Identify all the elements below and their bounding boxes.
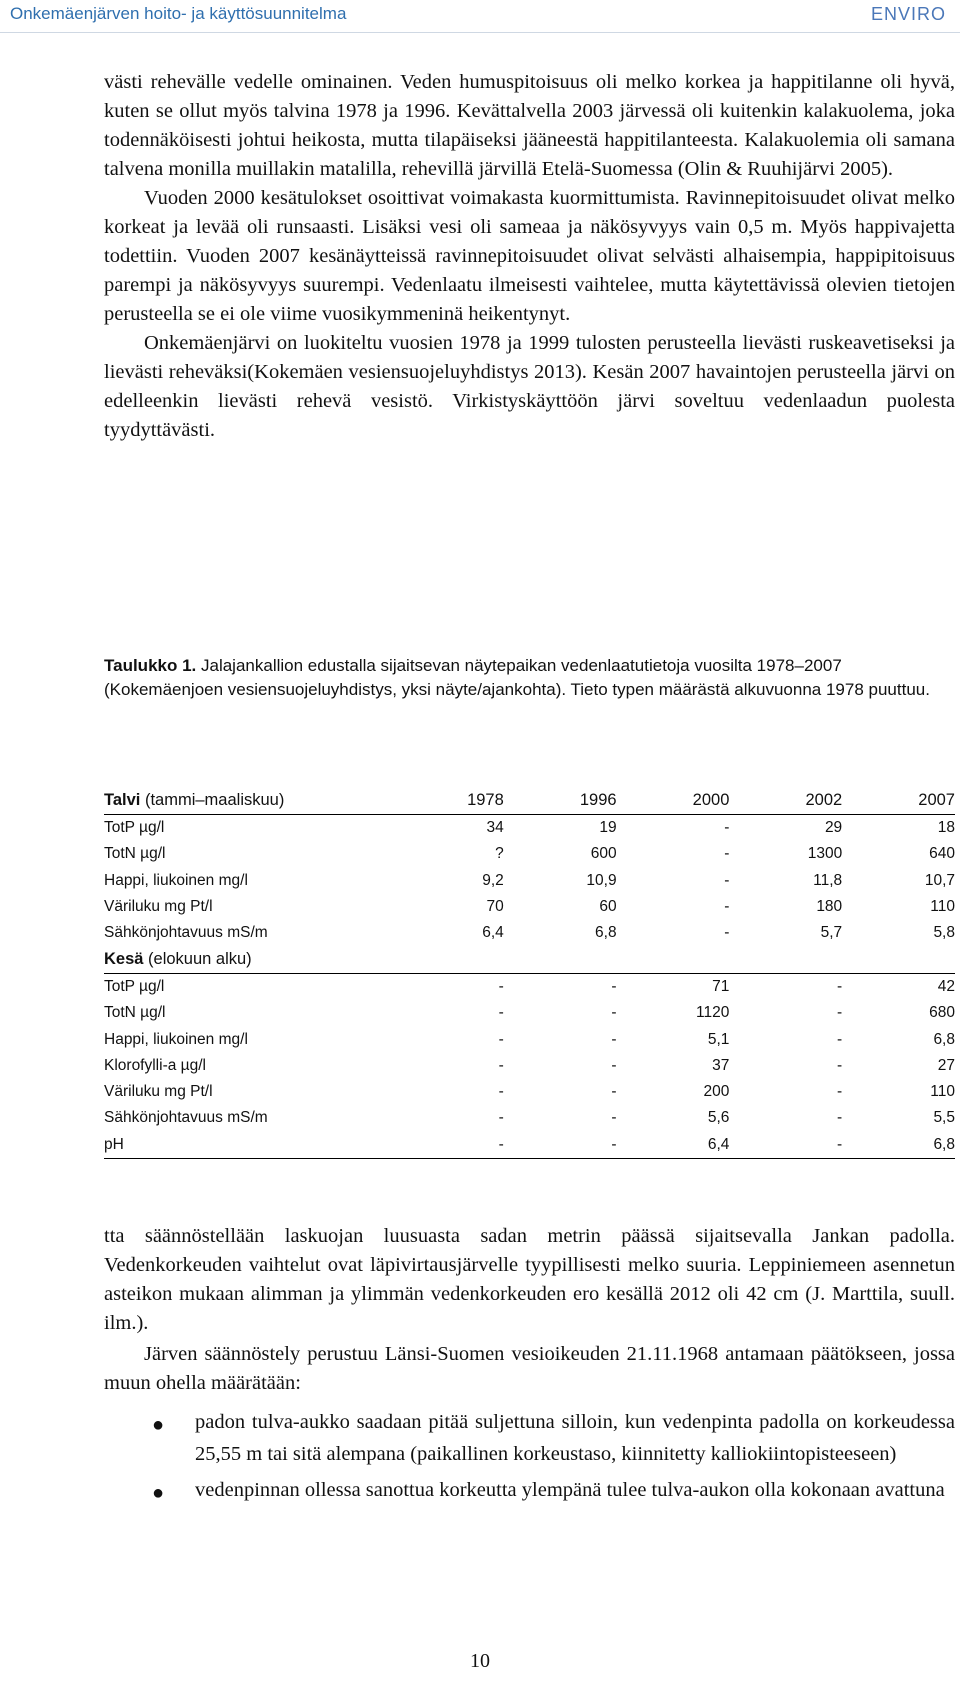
table-cell: - [724,924,730,942]
table-cell: 10,9 [586,871,617,889]
row-label: Klorofylli-a µg/l [104,1056,206,1074]
page-number: 10 [470,1650,490,1672]
row-label: Happi, liukoinen mg/l [104,871,248,889]
table-cell: - [391,1132,504,1159]
row-label: Sähkönjohtavuus mS/m [104,924,268,942]
row-label: Väriluku mg Pt/l [104,898,213,916]
page-header [0,0,960,33]
row-label: TotN µg/l [104,1004,166,1022]
table-row [104,841,955,867]
summer-rows [104,973,955,1158]
table-cell: - [611,1083,617,1101]
table-caption [104,654,955,702]
paragraph: Järven säännöstely perustuu Länsi-Suomen vesioikeuden 21.11.1968 antamaan päätökseen, jossa muun ohella määrätään: [104,1343,955,1394]
enviro-logo: ENVIRO [870,4,946,24]
table-row [104,1053,955,1079]
table-cell: - [724,898,730,916]
year-header: 2000 [617,786,730,815]
table-cell: 29 [824,819,843,837]
table-cell: 6,8 [595,924,617,942]
table-cell: 60 [599,898,617,916]
table-cell: - [498,1083,504,1101]
table-cell: 110 [930,898,955,916]
paragraph: Onkemäenjärvi on luokiteltu vuosien 1978 ja 1999 tulosten perusteella lievästi ruskeavetiseksi ja lievästi reheväksi(Kokemäen vesiensuojeluyhdistys 2013). Kesän 2007 havaintojen perusteella järvi on edelleenkin lievästi rehevä vesistö. Virkistyskäyttöön järvi soveltuu vedenlaadun puolesta tyydyttävästi. [104,332,955,441]
table-cell: 6,4 [617,1132,730,1159]
table-row [104,1079,955,1105]
table-cell: 71 [712,977,730,995]
table-cell: 6,8 [842,1132,955,1159]
table-row [104,920,955,946]
table-cell: - [837,1004,843,1022]
caption-label: Taulukko 1. [104,656,197,675]
table-cell: - [724,819,730,837]
table-cell: - [837,977,843,995]
bullet-icon: ● [152,1414,165,1436]
year-header: 2002 [729,786,842,815]
table-row [104,1000,955,1026]
table-cell: 18 [937,819,955,837]
winter-header: Talvi (tammi–maaliskuu) [104,786,391,815]
body-text-bottom [104,1222,955,1510]
table-cell: 42 [937,977,955,995]
table-cell: 640 [929,845,955,863]
table-cell: 600 [590,845,617,863]
bullet-icon: ● [152,1482,165,1504]
row-label: Sähkönjohtavuus mS/m [104,1109,268,1127]
table-cell: 27 [937,1056,955,1074]
table-cell: ? [495,845,504,863]
regulation-list [104,1406,955,1506]
table-row [104,1105,955,1131]
table-cell: - [729,1132,842,1159]
table-cell: - [498,977,504,995]
table-cell: - [837,1030,843,1048]
table-cell: - [724,845,730,863]
list-item: ● vedenpinnan ollessa sanottua korkeutta ylempänä tulee tulva-aukon olla kokonaan avattuna [104,1474,955,1506]
table-cell: 10,7 [924,871,955,889]
year-header: 2007 [842,786,955,815]
table-row [104,815,955,842]
row-label: pH [104,1132,391,1159]
table-cell: 1300 [807,845,843,863]
table-cell: - [611,1109,617,1127]
table-row [104,973,955,1000]
paragraph: Vuoden 2000 kesätulokset osoittivat voimakasta kuormittumista. Ravinnepitoisuudet olivat melko korkeat ja levää oli runsaasti. Lisäksi vesi oli sameaa ja näkösyvyys vain 0,5 m. Myös happivajetta todettiin. Vuoden 2007 kesänäytteissä ravinnepitoisuudet olivat selvästi alhaisempia, happipitoisuus parempi ja näkösyvyys suurempi. Vedenlaatu ilmeisesti vaihtelee, mutta käytettävissä olevien tietojen perusteella se ei ole viime vuosikymmeninä heikentynyt. [104,187,955,325]
row-label: TotN µg/l [104,845,166,863]
table-cell: - [498,1056,504,1074]
table-cell: - [611,1030,617,1048]
table-cell: 180 [816,898,843,916]
paragraph: västi rehevälle vedelle ominainen. Veden humuspitoisuus oli melko korkea ja happitilanne oli hyvä, kuten se ollut myös talvina 1978 ja 1996. Kevättalvella 2003 järvessä oli kuitenkin kalakuolema, joka todennäköisesti johtui heikosta, mutta tilapäiseksi jääneestä happitilanteesta. Kalakuolemia oli samana talvena monilla muillakin matalilla, rehevillä järvillä Etelä-Suomessa (Olin & Ruuhijärvi 2005). [104,71,955,180]
winter-header-row [104,786,955,815]
table-cell: - [611,1004,617,1022]
water-quality-table [104,786,955,1159]
table-cell: 5,6 [707,1109,730,1127]
list-item: ● padon tulva-aukko saadaan pitää suljettuna silloin, kun vedenpinta padolla on korkeudessa 25,55 m tai sitä alempana (paikallinen korkeustaso, kiinnitetty kalliokiintopisteeseen) [152,1411,955,1465]
table-cell: 5,1 [707,1030,730,1048]
table-cell: 5,7 [820,924,843,942]
table-cell: 5,8 [933,924,955,942]
document-title: Onkemäenjärven hoito- ja käyttösuunnitelma [10,4,347,23]
table-cell: - [837,1083,843,1101]
table-cell: - [724,871,730,889]
body-text-top [104,68,955,445]
table-cell: 70 [486,898,504,916]
table-cell: - [498,1030,504,1048]
table-cell: 37 [712,1056,730,1074]
year-header: 1978 [391,786,504,815]
table-cell: - [837,1109,843,1127]
caption-text: Jalajankallion edustalla sijaitsevan näytepaikan vedenlaatutietoja vuosilta 1978–2007 (Kokemäenjoen vesiensuojeluyhdistys, yksi näyte/ajankohta). Tieto typen määrästä alkuvuonna 1978 puuttuu. [104,656,930,699]
table-cell: 6,8 [933,1030,955,1048]
table-cell: 9,2 [482,871,504,889]
water-quality-table-wrap [104,786,955,1159]
row-label: Väriluku mg Pt/l [104,1083,213,1101]
table-cell: - [611,977,617,995]
row-label: TotP µg/l [104,977,165,995]
row-label: TotP µg/l [104,819,165,837]
winter-rows [104,815,955,947]
table-cell: 110 [930,1083,955,1101]
table-row [104,868,955,894]
table-cell: 19 [599,819,617,837]
table-cell: 6,4 [482,924,504,942]
summer-header-row [104,946,955,973]
table-cell: - [837,1056,843,1074]
table-cell: 200 [703,1083,730,1101]
table-cell: - [611,1056,617,1074]
year-header: 1996 [504,786,617,815]
table-cell: 5,5 [933,1109,955,1127]
table-row [104,1026,955,1052]
table-cell: - [498,1004,504,1022]
table-cell: - [504,1132,617,1159]
paragraph: tta säännöstellään laskuojan luusuasta sadan metrin päässä sijaitsevalla Jankan padolla. Vedenkorkeuden vaihtelut ovat läpivirtausjärvelle tyypillisesti melko suuria. Leppiniemeen asennetun asteikon mukaan alimman ja ylimmän vedenkorkeuden ero kesällä 2012 oli 42 cm (J. Marttila, suull. ilm.). [104,1225,955,1334]
table-cell: 34 [486,819,504,837]
table-cell: 11,8 [813,871,843,889]
table-cell: 680 [929,1004,955,1022]
table-cell: - [498,1109,504,1127]
table-cell: 1120 [696,1004,730,1022]
row-label: Happi, liukoinen mg/l [104,1030,248,1048]
summer-header: Kesä (elokuun alku) [104,946,391,973]
table-row [104,1132,955,1159]
table-row [104,894,955,920]
